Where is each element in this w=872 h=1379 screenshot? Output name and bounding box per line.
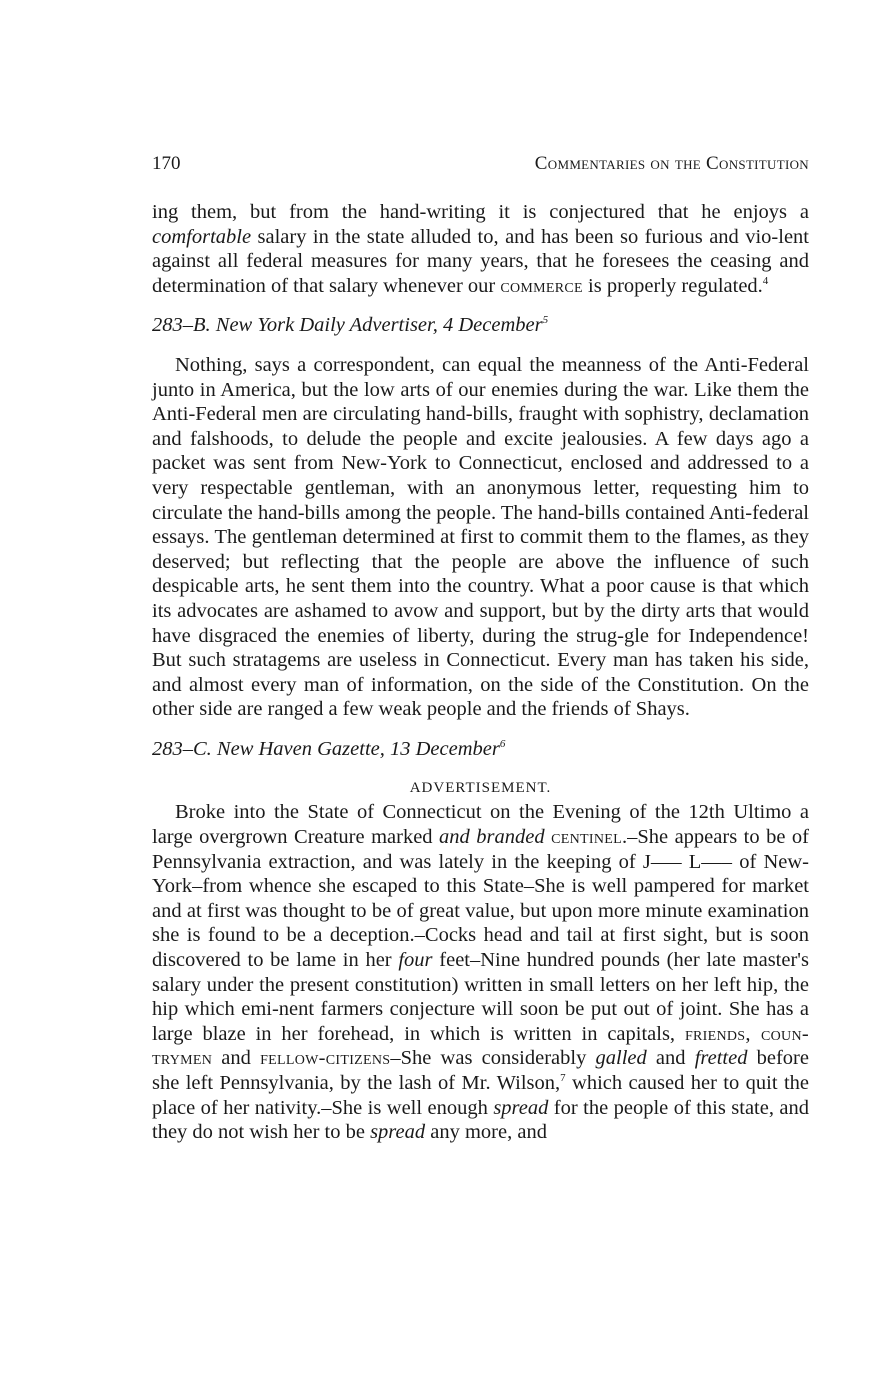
- paragraph-continuation: [152, 200, 809, 298]
- section-heading-283c: [152, 737, 809, 762]
- page-content: [152, 150, 809, 1145]
- footnote-marker: 4: [762, 274, 769, 287]
- page-number: 170: [152, 153, 181, 174]
- running-head: [152, 150, 809, 178]
- text-span: feet–Nine hundred pounds (her late master's salary under the present constitution) written in small letters on her left hip, the hip which emi-nent farmers conjecture will soon be put out of joint. She has a large blaze in her forehead, in which is written in capitals,: [152, 949, 809, 1045]
- text-span: any more, and: [425, 1121, 547, 1144]
- text-span: and: [646, 1047, 695, 1070]
- text-span: ing them, but from the hand-writing it is conjectured that he enjoys a: [152, 201, 809, 223]
- italic-span: fretted: [694, 1047, 748, 1070]
- running-title: Commentaries on the Constitution: [534, 153, 809, 174]
- text-span: is properly regulated.: [582, 274, 763, 297]
- italic-span: and branded: [439, 826, 545, 849]
- section-heading-283b: [152, 313, 809, 338]
- smallcaps-span: fellow-citizens: [260, 1047, 391, 1070]
- footnote-marker: 7: [560, 1072, 566, 1085]
- italic-span: galled: [595, 1047, 647, 1070]
- text-span: which caused her to quit the place of her nativity.–She is well enough: [152, 1072, 809, 1119]
- footnote-marker: 5: [542, 314, 549, 327]
- italic-span: spread: [370, 1121, 426, 1144]
- text-span: before she left Pennsylvania, by the lash of Mr. Wilson,: [152, 1047, 809, 1094]
- footnote-marker: 6: [499, 738, 506, 751]
- text-span: for the people of this state, and they do not wish her to be: [152, 1096, 809, 1144]
- text-span: .–She appears to be of Pennsylvania extraction, and was lately in the keeping of J––– L––– of New-York–from whence she escaped to this State–She is well pampered for market and at first was thought to be of great value, but upon more minute examination she is found to be a deception.–Cocks head and tail at first sight, but is soon discovered to be lame in her: [152, 826, 810, 972]
- advertisement-subheading: ADVERTISEMENT.: [409, 780, 552, 797]
- paragraph-283b: Nothing, says a correspondent, can equal the meanness of the Anti-Federal junto in America, but the low arts of our enemies during the war. Like them the Anti-Federal men are circulating hand-bills, fraught with sophistry, declamation and falshoods, to delude the people and excite jealousies. A few days ago a packet was sent from New-York to Connecticut, enclosed and addressed to a very respectable gentleman, with an anonymous letter, requesting him to circulate the hand-bills among the people. The hand-bills contained Anti-federal essays. The gentleman determined at first to commit them to the flames, as they deserved; but reflecting that the people are above the influence of such despicable arts, he sent them into the country. What a poor cause is that which its advocates are ashamed to avow and support, but by the dirty arts that would have disgraced the enemies of liberty, during the strug-gle for Independence! But such stratagems are useless in Connecticut. Every man has taken his side, and almost every man of information, on the side of the Constitution. On the other side are ranged a few weak people and the friends of Shays.: [152, 353, 809, 721]
- text-span: Broke into the State of Connecticut on the Evening of the 12th Ultimo a large overgrown Creature marked: [152, 801, 809, 849]
- text-span: and: [212, 1047, 261, 1070]
- heading-text: 283–B. New York Daily Advertiser, 4 December: [152, 314, 543, 337]
- italic-span: comfortable: [152, 225, 252, 248]
- smallcaps-span: commerce: [500, 274, 583, 297]
- smallcaps-span: centinel: [551, 826, 622, 849]
- italic-span: four: [398, 949, 433, 972]
- italic-span: spread: [493, 1096, 549, 1119]
- text-span: salary in the state alluded to, and has been so furious and vio-lent against all federal measures for many years, that he foresees the ceasing and determination of that salary whenever our: [152, 225, 809, 297]
- paragraph-283c: [152, 800, 809, 1144]
- smallcaps-span: friends, coun-trymen: [152, 1022, 809, 1070]
- text-span: –She was considerably: [390, 1047, 596, 1070]
- heading-text: 283–C. New Haven Gazette, 13 December: [152, 737, 500, 760]
